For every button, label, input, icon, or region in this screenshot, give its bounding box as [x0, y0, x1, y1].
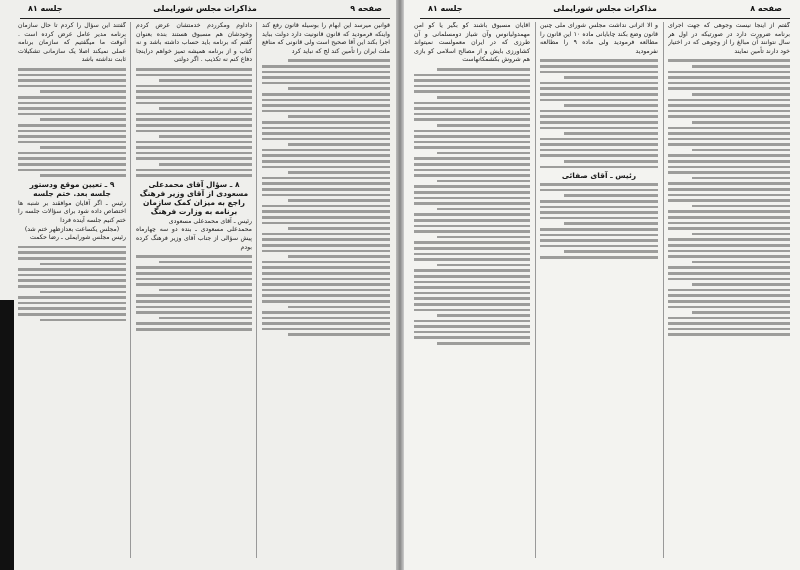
- text-line: [288, 143, 390, 146]
- text-line: [262, 294, 390, 297]
- text-line: [414, 197, 530, 200]
- text-line: [288, 306, 390, 309]
- paragraph: رئیس مجلس شورایملی ـ رضا حکمت: [30, 234, 126, 242]
- paragraph: قوانین میرسد این ابهام را بوسیله قانون رفع کند واینکه فرمودید که قانون قانونیت دارد دولت بباید اجرا بکند این آقا صحیح است ولی قانونی که منافع ملت ایران را تأمین کند لج که نباید کرد: [262, 22, 390, 55]
- text-line: [414, 118, 530, 121]
- text-line: [668, 87, 790, 90]
- text-line: [668, 250, 790, 253]
- text-line: [136, 169, 252, 172]
- text-line: [136, 96, 252, 99]
- text-line: [540, 245, 658, 248]
- text-line: [18, 313, 126, 316]
- text-line: [540, 217, 658, 220]
- text-line: [18, 257, 126, 260]
- text-line: [668, 227, 790, 230]
- text-line: [692, 283, 790, 286]
- paragraph: گفتم از اینجا نیست وجوهی که جهت اجرای برنامه ضرورت دارد در صورتیکه در اول هر سال نتوانند آن مبالغ را از وجوهی که در اختیار خود دارند تأمین نمایند: [668, 22, 790, 55]
- text-line: [414, 253, 530, 256]
- text-line: [414, 191, 530, 194]
- text-line: [414, 102, 530, 105]
- text-line: [18, 285, 126, 288]
- text-line: [136, 130, 252, 133]
- text-line: [692, 65, 790, 68]
- text-line: [437, 264, 530, 267]
- section-heading: رئیس ـ آقای صفائی: [561, 171, 637, 181]
- text-line: [692, 177, 790, 180]
- page-number: صفحه ۹: [350, 4, 382, 13]
- text-line: [262, 99, 390, 102]
- text-line: [668, 115, 790, 118]
- text-line: [414, 107, 530, 110]
- session-number: جلسه ۸۱: [428, 4, 463, 13]
- text-line: [668, 255, 790, 258]
- text-line: [136, 152, 252, 155]
- text-line: [18, 251, 126, 254]
- text-line: [262, 317, 390, 320]
- text-line: [692, 233, 790, 236]
- text-line: [136, 328, 252, 331]
- page-header: [420, 4, 790, 19]
- text-line: [136, 68, 252, 71]
- text-line: [159, 135, 252, 138]
- text-line: [564, 194, 658, 197]
- text-line: [262, 65, 390, 68]
- text-line: [18, 302, 126, 305]
- text-line: [262, 250, 390, 253]
- text-line: [262, 166, 390, 169]
- text-line: [18, 296, 126, 299]
- text-line: [262, 154, 390, 157]
- text-line: [668, 222, 790, 225]
- text-line: [414, 292, 530, 295]
- text-line: [414, 309, 530, 312]
- text-line: [692, 205, 790, 208]
- text-line: [414, 113, 530, 116]
- text-line: [288, 199, 390, 202]
- text-line: [18, 307, 126, 310]
- text-line: [18, 152, 126, 155]
- text-line: [414, 303, 530, 306]
- text-line: [668, 160, 790, 163]
- text-line: [18, 74, 126, 77]
- text-line: [136, 113, 252, 116]
- text-line: [288, 227, 390, 230]
- text-line: [262, 182, 390, 185]
- text-line: [668, 317, 790, 320]
- page-number: صفحه ۸: [750, 4, 782, 13]
- text-line: [540, 183, 658, 186]
- text-line: [136, 294, 252, 297]
- text-line: [540, 59, 658, 62]
- text-line: [136, 174, 252, 177]
- text-line: [414, 258, 530, 261]
- text-line: [414, 146, 530, 149]
- section-heading: ۸ ـ سؤال آقای محمدعلی مسعودی از آقای وزیر فرهنگ راجع به میزان کمک سازمان برنامه به وزارت فرهنگ: [139, 179, 249, 216]
- text-line: [414, 141, 530, 144]
- text-line: [159, 107, 252, 110]
- text-line: [414, 85, 530, 88]
- text-line: [40, 146, 126, 149]
- text-line: [668, 138, 790, 141]
- text-line: [668, 188, 790, 191]
- text-line: [668, 132, 790, 135]
- text-line: [262, 289, 390, 292]
- text-line: [668, 171, 790, 174]
- text-line: [262, 266, 390, 269]
- text-line: [136, 146, 252, 149]
- paragraph: و الا اثرانی نداشت مجلس شورای ملی چنین قانون وضع بکند چابایانی ماده ۱۰ این قانون را مطالعه فرمودید ولی ماده ۹ را مطالعه نفرمودید: [540, 22, 658, 55]
- text-line: [414, 174, 530, 177]
- text-line: [136, 157, 252, 160]
- text-line: [668, 82, 790, 85]
- text-column: [136, 22, 252, 562]
- text-line: [262, 278, 390, 281]
- text-line: [540, 65, 658, 68]
- session-number: جلسه ۸۱: [28, 4, 63, 13]
- text-line: [136, 272, 252, 275]
- text-line: [288, 255, 390, 258]
- text-line: [40, 174, 126, 177]
- text-line: [18, 96, 126, 99]
- text-line: [540, 206, 658, 209]
- text-line: [18, 130, 126, 133]
- paragraph: داداوم ومکرردم خدمتشان عرض کردم وخودشان هم مسبوق هستند بنده بعنوان گفتم که برنامه باید حساب داشته باشد و نه کتاب و از برنامه همیشه تمیز خواهم دراینجا دفاع کنم نه تکذیب . اگر دولتی: [136, 22, 252, 64]
- text-line: [564, 132, 658, 135]
- text-line: [18, 163, 126, 166]
- text-line: [540, 127, 658, 130]
- text-line: [414, 130, 530, 133]
- text-line: [159, 289, 252, 292]
- text-line: [668, 266, 790, 269]
- text-line: [136, 85, 252, 88]
- header-title: مذاکرات مجلس شورایملی: [553, 4, 657, 13]
- text-line: [18, 141, 126, 144]
- text-line: [414, 74, 530, 77]
- text-line: [18, 85, 126, 88]
- text-line: [262, 222, 390, 225]
- text-line: [262, 93, 390, 96]
- text-line: [414, 297, 530, 300]
- text-line: [136, 118, 252, 121]
- text-column: [262, 22, 390, 562]
- text-line: [40, 291, 126, 294]
- text-line: [414, 90, 530, 93]
- text-line: [668, 333, 790, 336]
- text-line: [668, 300, 790, 303]
- text-line: [540, 99, 658, 102]
- text-column: [414, 22, 530, 562]
- text-line: [540, 239, 658, 242]
- text-line: [136, 322, 252, 325]
- text-line: [288, 87, 390, 90]
- text-line: [437, 342, 530, 345]
- text-line: [18, 102, 126, 105]
- text-line: [437, 152, 530, 155]
- text-line: [564, 222, 658, 225]
- text-line: [136, 278, 252, 281]
- section-heading: ۹ ـ تعیین موقع ودستور جلسه بعد. ختم جلسه: [29, 179, 115, 198]
- text-line: [136, 266, 252, 269]
- text-line: [262, 210, 390, 213]
- text-line: [668, 76, 790, 79]
- text-line: [668, 210, 790, 213]
- text-line: [540, 138, 658, 141]
- text-line: [136, 306, 252, 309]
- text-line: [136, 300, 252, 303]
- text-line: [414, 230, 530, 233]
- text-line: [18, 279, 126, 282]
- text-line: [18, 157, 126, 160]
- text-line: [262, 110, 390, 113]
- text-line: [437, 124, 530, 127]
- text-line: [540, 121, 658, 124]
- text-line: [414, 269, 530, 272]
- scan-edge: [0, 300, 14, 570]
- text-line: [414, 336, 530, 339]
- text-line: [414, 331, 530, 334]
- text-line: [262, 300, 390, 303]
- text-line: [540, 93, 658, 96]
- text-line: [692, 121, 790, 124]
- paragraph: (مجلس یکساعت بعدازظهر ختم شد): [24, 225, 120, 233]
- text-line: [414, 202, 530, 205]
- text-line: [18, 107, 126, 110]
- text-line: [288, 171, 390, 174]
- text-line: [668, 328, 790, 331]
- text-line: [692, 149, 790, 152]
- text-line: [540, 234, 658, 237]
- paragraph: آقایان مسبوق باشند کو بگیر یا کو آمن مهمدولیانوس وآن شیاز دومسلمانی و آن طرزی که در ایران معمولست نمیتواند کشاورزی بایش و از مصالح اسلامی کو بازی هم شروش بکشمکانهاست: [414, 22, 530, 64]
- text-line: [540, 143, 658, 146]
- text-line: [262, 244, 390, 247]
- text-line: [136, 90, 252, 93]
- text-line: [414, 286, 530, 289]
- text-line: [159, 163, 252, 166]
- text-line: [540, 166, 658, 169]
- text-line: [159, 261, 252, 264]
- text-line: [262, 283, 390, 286]
- text-line: [540, 115, 658, 118]
- text-line: [668, 182, 790, 185]
- text-line: [668, 272, 790, 275]
- text-line: [414, 163, 530, 166]
- text-line: [668, 154, 790, 157]
- text-line: [437, 96, 530, 99]
- text-line: [668, 199, 790, 202]
- text-line: [414, 247, 530, 250]
- text-line: [414, 185, 530, 188]
- text-line: [18, 113, 126, 116]
- text-line: [262, 127, 390, 130]
- text-line: [437, 314, 530, 317]
- text-line: [18, 246, 126, 249]
- right-page: [400, 0, 800, 570]
- text-line: [668, 71, 790, 74]
- text-line: [159, 79, 252, 82]
- text-line: [540, 154, 658, 157]
- text-line: [414, 169, 530, 172]
- text-line: [262, 121, 390, 124]
- text-line: [262, 149, 390, 152]
- text-line: [668, 278, 790, 281]
- text-line: [40, 319, 126, 322]
- text-line: [262, 194, 390, 197]
- text-line: [540, 211, 658, 214]
- text-line: [262, 76, 390, 79]
- text-line: [437, 180, 530, 183]
- text-line: [414, 79, 530, 82]
- paragraph: رئیس ـ اگر آقایان موافقند بر شنبه ها اختصاص داده شود برای سؤالات جلسه را ختم کنیم جلسه آینده فردا: [18, 199, 126, 225]
- text-line: [414, 320, 530, 323]
- text-line: [288, 333, 390, 336]
- text-line: [692, 93, 790, 96]
- text-line: [668, 166, 790, 169]
- text-column: [18, 22, 126, 562]
- text-line: [262, 82, 390, 85]
- text-line: [540, 200, 658, 203]
- text-line: [136, 255, 252, 258]
- text-line: [540, 87, 658, 90]
- text-line: [540, 82, 658, 85]
- paragraph: گفتند این سؤال را کردم تا حال سازمان برنامه مدیر عامل عرض کرده است . آنوقت ما میگفتیم که سازمان برنامه عملی نمیکند اصلا یک سازمانی تشکیلات ثابت نداشته باشد: [18, 22, 126, 64]
- text-line: [414, 213, 530, 216]
- text-line: [18, 124, 126, 127]
- paragraph: محمدعلی مسعودی ـ بنده دو سه چهارماه پیش سؤالی از جناب آقای وزیر فرهنگ کرده بودم: [136, 226, 252, 251]
- text-line: [262, 233, 390, 236]
- text-line: [668, 194, 790, 197]
- text-line: [540, 228, 658, 231]
- text-line: [540, 149, 658, 152]
- text-line: [262, 272, 390, 275]
- text-line: [437, 236, 530, 239]
- text-line: [668, 104, 790, 107]
- text-line: [18, 169, 126, 172]
- text-line: [564, 250, 658, 253]
- text-line: [540, 71, 658, 74]
- text-line: [540, 189, 658, 192]
- text-line: [262, 138, 390, 141]
- text-line: [262, 177, 390, 180]
- text-line: [40, 118, 126, 121]
- text-line: [414, 219, 530, 222]
- text-line: [40, 90, 126, 93]
- text-line: [540, 110, 658, 113]
- text-line: [414, 241, 530, 244]
- text-line: [564, 160, 658, 163]
- text-line: [136, 283, 252, 286]
- text-line: [136, 102, 252, 105]
- text-line: [414, 281, 530, 284]
- text-line: [668, 306, 790, 309]
- text-line: [668, 289, 790, 292]
- text-line: [414, 135, 530, 138]
- text-line: [262, 160, 390, 163]
- text-line: [18, 68, 126, 71]
- text-line: [668, 59, 790, 62]
- text-line: [692, 311, 790, 314]
- text-line: [136, 74, 252, 77]
- page-header: [20, 4, 390, 19]
- text-line: [540, 256, 658, 259]
- text-line: [262, 238, 390, 241]
- text-line: [668, 322, 790, 325]
- text-line: [692, 261, 790, 264]
- text-line: [564, 104, 658, 107]
- text-line: [288, 115, 390, 118]
- text-line: [262, 261, 390, 264]
- text-line: [262, 71, 390, 74]
- text-line: [40, 263, 126, 266]
- text-line: [18, 135, 126, 138]
- paragraph: رئیس ـ آقای محمدعلی مسعودی: [168, 217, 252, 225]
- text-line: [414, 275, 530, 278]
- text-line: [414, 325, 530, 328]
- text-line: [668, 143, 790, 146]
- text-line: [262, 205, 390, 208]
- text-line: [18, 268, 126, 271]
- text-column: [540, 22, 658, 562]
- text-line: [262, 328, 390, 331]
- text-line: [668, 294, 790, 297]
- text-line: [262, 322, 390, 325]
- text-line: [288, 59, 390, 62]
- text-line: [18, 274, 126, 277]
- text-line: [668, 216, 790, 219]
- text-line: [262, 188, 390, 191]
- text-line: [668, 99, 790, 102]
- text-line: [437, 208, 530, 211]
- book-gutter: [396, 0, 404, 570]
- text-line: [18, 79, 126, 82]
- text-line: [136, 141, 252, 144]
- text-line: [668, 244, 790, 247]
- text-line: [414, 157, 530, 160]
- text-line: [262, 216, 390, 219]
- text-line: [262, 311, 390, 314]
- text-line: [437, 68, 530, 71]
- text-line: [136, 124, 252, 127]
- text-line: [668, 110, 790, 113]
- text-line: [668, 238, 790, 241]
- text-column: [668, 22, 790, 562]
- text-line: [668, 127, 790, 130]
- text-line: [262, 132, 390, 135]
- text-line: [414, 225, 530, 228]
- text-line: [262, 104, 390, 107]
- text-line: [136, 311, 252, 314]
- text-line: [159, 317, 252, 320]
- header-title: مذاکرات مجلس شورایملی: [153, 4, 257, 13]
- text-line: [564, 76, 658, 79]
